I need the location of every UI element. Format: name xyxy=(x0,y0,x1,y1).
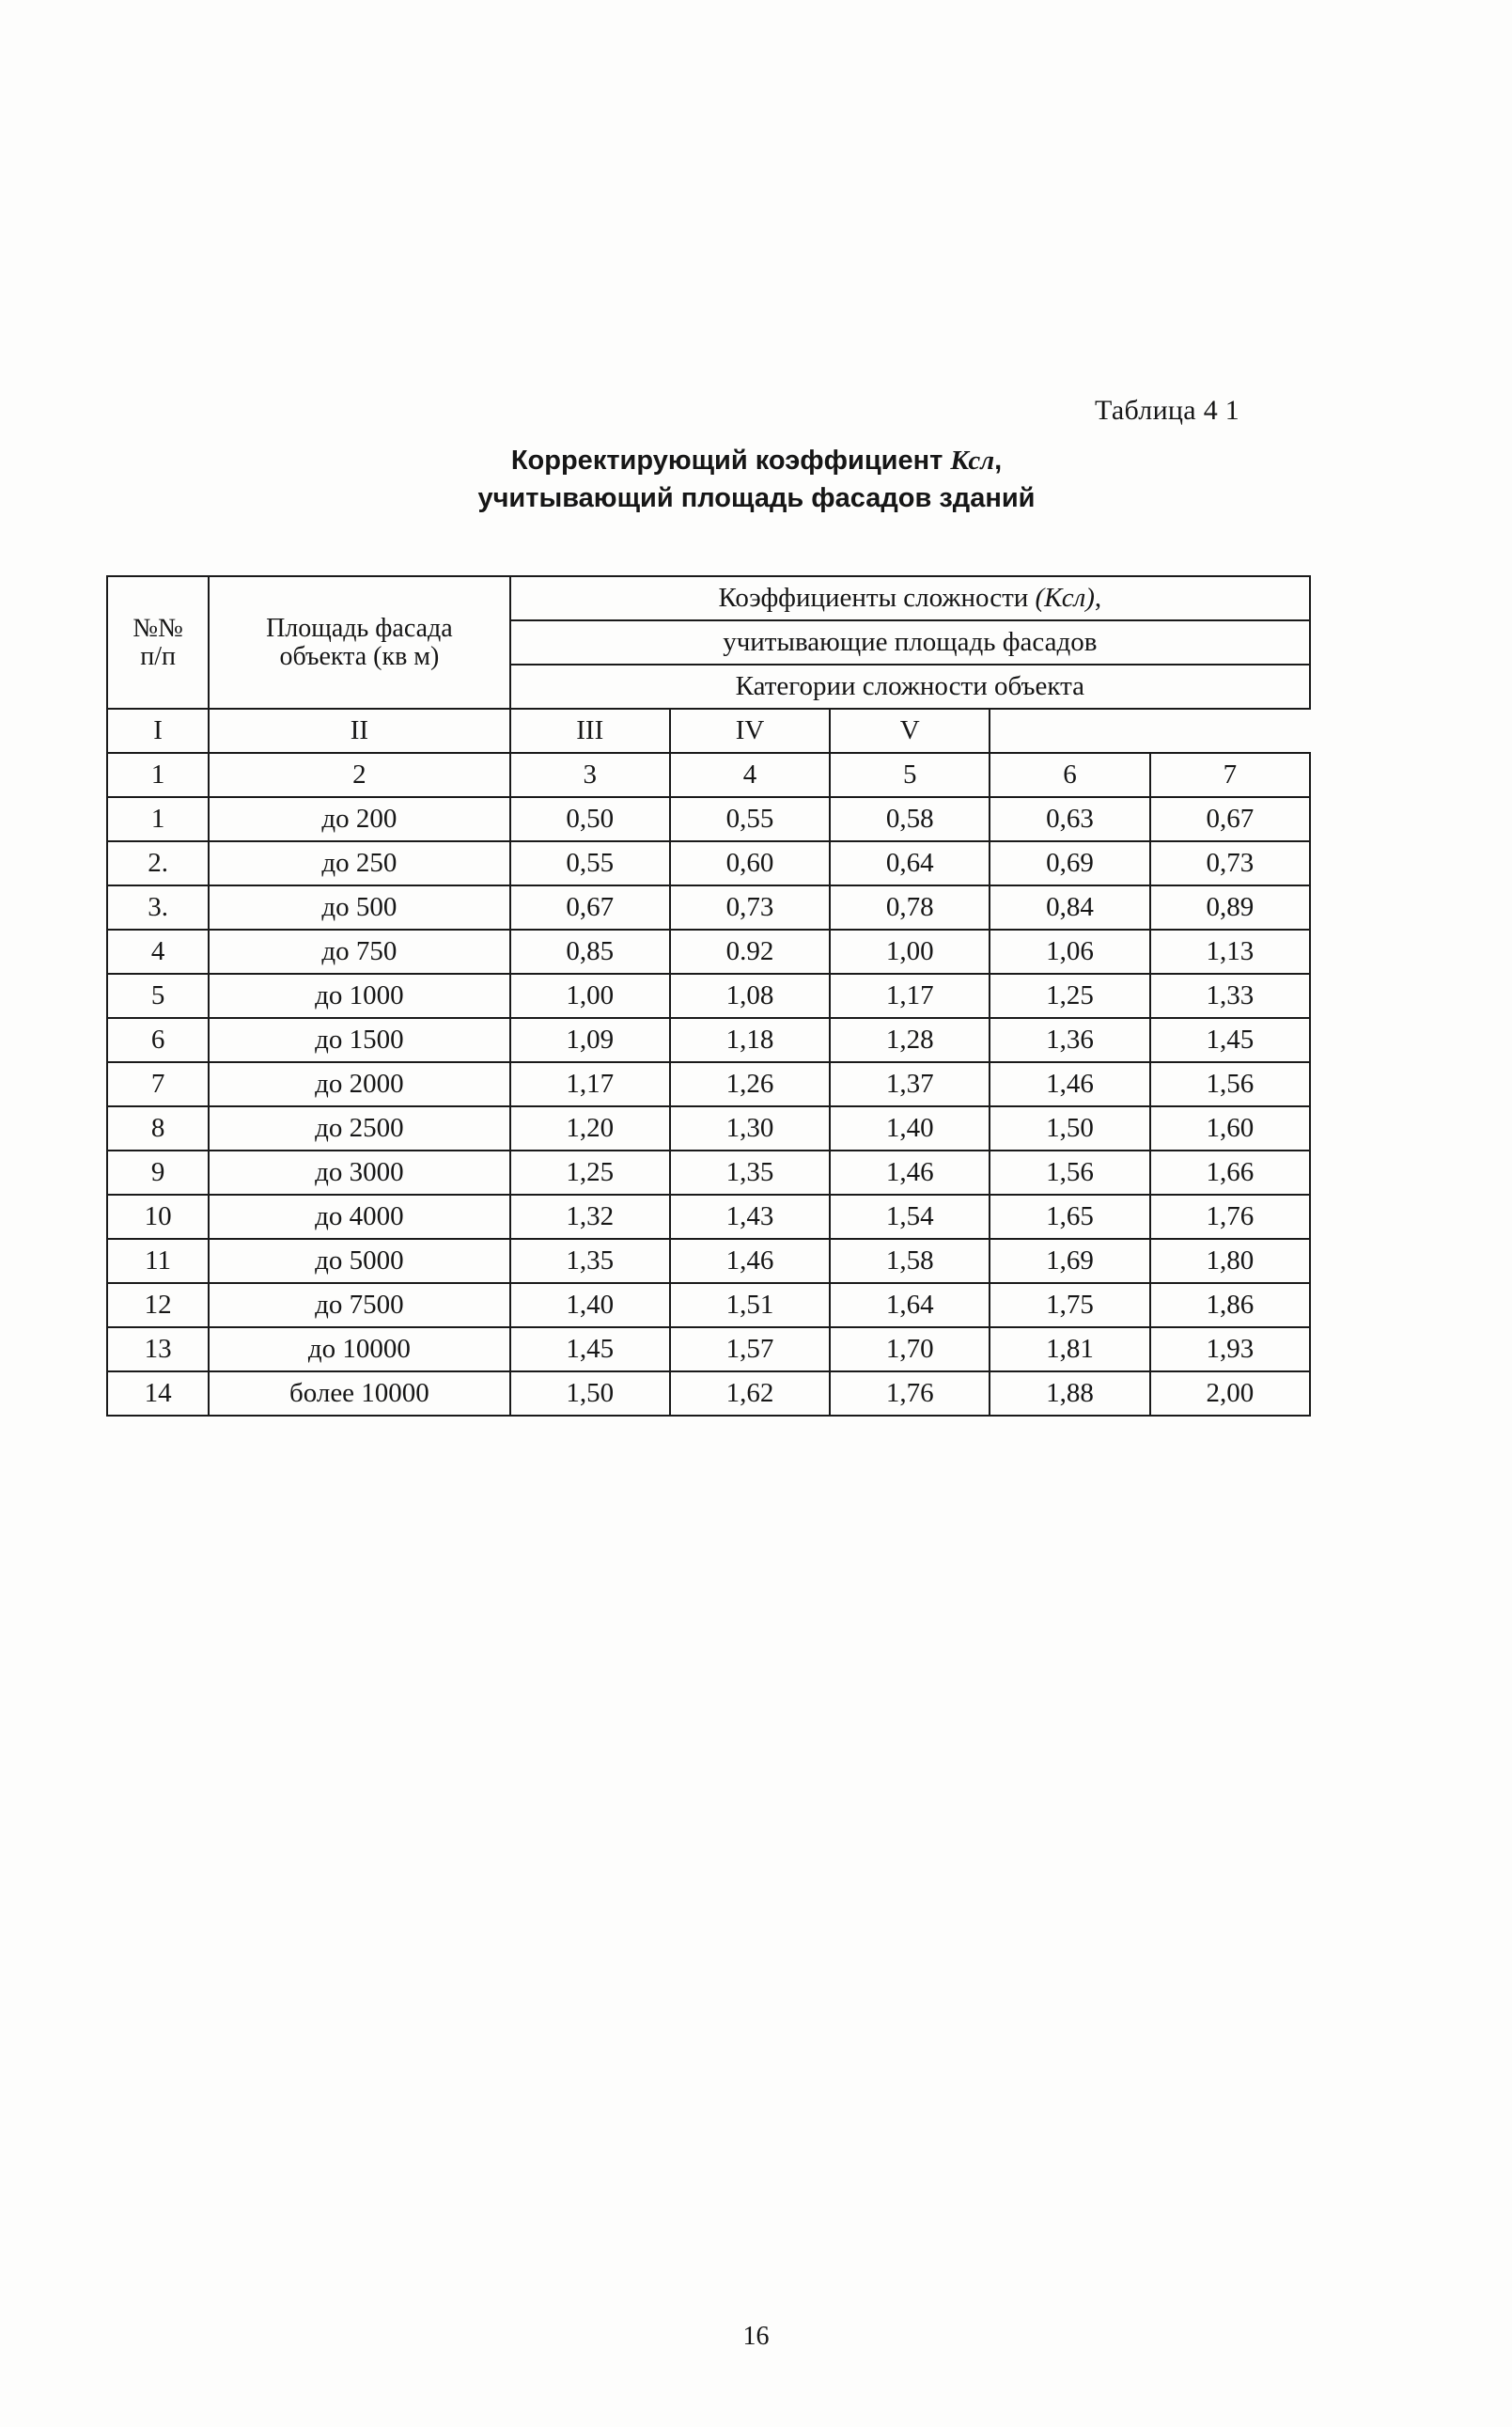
row-value-category-2: 1,62 xyxy=(670,1371,830,1416)
table-row xyxy=(107,1327,1310,1371)
table-row xyxy=(107,797,1310,841)
row-value-category-4: 1,50 xyxy=(990,1106,1149,1151)
row-value-category-3: 1,00 xyxy=(830,930,990,974)
row-value-category-3: 1,70 xyxy=(830,1327,990,1371)
row-value-category-2: 1,35 xyxy=(670,1151,830,1195)
row-value-category-1: 1,09 xyxy=(510,1018,670,1062)
table-header-row-1 xyxy=(107,576,1310,620)
row-number: 1 xyxy=(107,797,209,841)
row-value-category-5: 1,93 xyxy=(1150,1327,1310,1371)
row-value-category-4: 0,84 xyxy=(990,885,1149,930)
column-index-5: 5 xyxy=(830,753,990,797)
row-area: до 3000 xyxy=(209,1151,509,1195)
table-row xyxy=(107,885,1310,930)
row-value-category-2: 1,30 xyxy=(670,1106,830,1151)
row-value-category-3: 1,37 xyxy=(830,1062,990,1106)
table-title-comma: , xyxy=(994,446,1003,476)
row-value-category-4: 1,06 xyxy=(990,930,1149,974)
row-value-category-4: 1,88 xyxy=(990,1371,1149,1416)
row-value-category-4: 1,65 xyxy=(990,1195,1149,1239)
coefficient-table xyxy=(106,575,1311,1417)
row-area: до 10000 xyxy=(209,1327,509,1371)
row-value-category-4: 1,46 xyxy=(990,1062,1149,1106)
row-number: 7 xyxy=(107,1062,209,1106)
row-area: до 2000 xyxy=(209,1062,509,1106)
table-row xyxy=(107,930,1310,974)
row-value-category-5: 1,76 xyxy=(1150,1195,1310,1239)
row-value-category-4: 1,36 xyxy=(990,1018,1149,1062)
header-roman-5: V xyxy=(830,709,990,753)
row-number: 11 xyxy=(107,1239,209,1283)
row-value-category-1: 1,45 xyxy=(510,1327,670,1371)
row-value-category-2: 0.92 xyxy=(670,930,830,974)
table-number-label: Таблица 4 1 xyxy=(1095,395,1240,426)
row-value-category-4: 0,69 xyxy=(990,841,1149,885)
row-value-category-2: 1,18 xyxy=(670,1018,830,1062)
row-value-category-3: 1,64 xyxy=(830,1283,990,1327)
table-title-prefix: Корректирующий коэффициент xyxy=(510,446,943,476)
row-value-category-2: 1,51 xyxy=(670,1283,830,1327)
row-value-category-1: 1,25 xyxy=(510,1151,670,1195)
table-row xyxy=(107,1371,1310,1416)
table-title-symbol: Ксл xyxy=(950,446,995,476)
row-value-category-4: 1,25 xyxy=(990,974,1149,1018)
column-index-3: 3 xyxy=(510,753,670,797)
row-area: до 1000 xyxy=(209,974,509,1018)
column-index-4: 4 xyxy=(670,753,830,797)
row-value-category-5: 1,86 xyxy=(1150,1283,1310,1327)
row-value-category-1: 0,55 xyxy=(510,841,670,885)
row-area: до 4000 xyxy=(209,1195,509,1239)
table-row xyxy=(107,1062,1310,1106)
row-number: 2. xyxy=(107,841,209,885)
header-coefficients-symbol: (Ксл) xyxy=(1035,583,1095,614)
row-value-category-1: 0,50 xyxy=(510,797,670,841)
row-value-category-2: 1,57 xyxy=(670,1327,830,1371)
row-value-category-2: 1,46 xyxy=(670,1239,830,1283)
column-index-1: 1 xyxy=(107,753,209,797)
row-value-category-3: 0,58 xyxy=(830,797,990,841)
column-index-2: 2 xyxy=(209,753,509,797)
row-area: до 750 xyxy=(209,930,509,974)
header-roman-1: I xyxy=(107,709,209,753)
row-value-category-5: 1,66 xyxy=(1150,1151,1310,1195)
table-body xyxy=(107,797,1310,1416)
row-value-category-2: 0,55 xyxy=(670,797,830,841)
table-row xyxy=(107,1018,1310,1062)
row-number: 8 xyxy=(107,1106,209,1151)
row-value-category-1: 1,17 xyxy=(510,1062,670,1106)
row-value-category-5: 1,60 xyxy=(1150,1106,1310,1151)
row-value-category-2: 1,08 xyxy=(670,974,830,1018)
row-value-category-5: 1,56 xyxy=(1150,1062,1310,1106)
row-number: 4 xyxy=(107,930,209,974)
row-area: до 500 xyxy=(209,885,509,930)
table-column-index-row xyxy=(107,753,1310,797)
coefficient-table-wrapper xyxy=(106,575,1311,1417)
header-coefficients-comma: , xyxy=(1094,583,1102,614)
row-value-category-2: 1,43 xyxy=(670,1195,830,1239)
table-row xyxy=(107,1283,1310,1327)
row-value-category-1: 1,32 xyxy=(510,1195,670,1239)
row-value-category-4: 1,69 xyxy=(990,1239,1149,1283)
header-cell-categories: Категории сложности объекта xyxy=(510,665,1310,709)
row-value-category-1: 1,35 xyxy=(510,1239,670,1283)
row-area: до 5000 xyxy=(209,1239,509,1283)
row-value-category-4: 0,63 xyxy=(990,797,1149,841)
header-roman-4: IV xyxy=(670,709,830,753)
row-area: до 7500 xyxy=(209,1283,509,1327)
table-header-row-roman xyxy=(107,709,1310,753)
row-value-category-2: 0,60 xyxy=(670,841,830,885)
row-value-category-1: 1,00 xyxy=(510,974,670,1018)
row-value-category-3: 0,78 xyxy=(830,885,990,930)
row-area: до 200 xyxy=(209,797,509,841)
table-row xyxy=(107,1106,1310,1151)
header-number-line-1: №№ xyxy=(132,614,183,644)
row-number: 12 xyxy=(107,1283,209,1327)
table-row xyxy=(107,974,1310,1018)
header-coefficients-prefix: Коэффициенты сложности xyxy=(718,583,1029,614)
row-area: до 1500 xyxy=(209,1018,509,1062)
header-area-line-2: объекта (кв м) xyxy=(279,641,440,671)
row-value-category-1: 0,85 xyxy=(510,930,670,974)
row-number: 13 xyxy=(107,1327,209,1371)
row-number: 10 xyxy=(107,1195,209,1239)
row-value-category-3: 1,46 xyxy=(830,1151,990,1195)
row-number: 6 xyxy=(107,1018,209,1062)
row-value-category-1: 0,67 xyxy=(510,885,670,930)
row-area: более 10000 xyxy=(209,1371,509,1416)
header-roman-2: II xyxy=(209,709,509,753)
row-value-category-4: 1,56 xyxy=(990,1151,1149,1195)
row-value-category-1: 1,40 xyxy=(510,1283,670,1327)
table-row xyxy=(107,1195,1310,1239)
page-folio: 16 xyxy=(742,2322,770,2351)
row-value-category-5: 1,80 xyxy=(1150,1239,1310,1283)
row-value-category-2: 1,26 xyxy=(670,1062,830,1106)
table-row xyxy=(107,841,1310,885)
row-value-category-1: 1,20 xyxy=(510,1106,670,1151)
header-cell-area xyxy=(209,576,509,709)
row-value-category-4: 1,75 xyxy=(990,1283,1149,1327)
row-value-category-5: 1,33 xyxy=(1150,974,1310,1018)
row-value-category-4: 1,81 xyxy=(990,1327,1149,1371)
row-value-category-5: 2,00 xyxy=(1150,1371,1310,1416)
row-area: до 250 xyxy=(209,841,509,885)
row-number: 9 xyxy=(107,1151,209,1195)
row-value-category-3: 1,58 xyxy=(830,1239,990,1283)
header-number-line-2: п/п xyxy=(140,641,176,671)
row-number: 5 xyxy=(107,974,209,1018)
row-value-category-2: 0,73 xyxy=(670,885,830,930)
row-value-category-5: 1,45 xyxy=(1150,1018,1310,1062)
row-value-category-3: 0,64 xyxy=(830,841,990,885)
column-index-6: 6 xyxy=(990,753,1149,797)
header-cell-number xyxy=(107,576,209,709)
row-area: до 2500 xyxy=(209,1106,509,1151)
header-area-line-1: Площадь фасада xyxy=(266,614,453,644)
row-value-category-5: 0,73 xyxy=(1150,841,1310,885)
row-value-category-5: 0,67 xyxy=(1150,797,1310,841)
table-row xyxy=(107,1239,1310,1283)
row-value-category-5: 1,13 xyxy=(1150,930,1310,974)
column-index-7: 7 xyxy=(1150,753,1310,797)
header-roman-3: III xyxy=(510,709,670,753)
row-value-category-3: 1,17 xyxy=(830,974,990,1018)
table-title xyxy=(366,442,1146,517)
row-number: 3. xyxy=(107,885,209,930)
row-value-category-3: 1,76 xyxy=(830,1371,990,1416)
table-title-line-2: учитывающий площадь фасадов зданий xyxy=(477,483,1036,514)
row-value-category-3: 1,28 xyxy=(830,1018,990,1062)
header-cell-coefficients xyxy=(510,576,1310,620)
row-number: 14 xyxy=(107,1371,209,1416)
header-cell-facade-areas: учитывающие площадь фасадов xyxy=(510,620,1310,665)
table-row xyxy=(107,1151,1310,1195)
row-value-category-3: 1,40 xyxy=(830,1106,990,1151)
table-title-line-1 xyxy=(366,442,1146,479)
row-value-category-3: 1,54 xyxy=(830,1195,990,1239)
row-value-category-1: 1,50 xyxy=(510,1371,670,1416)
row-value-category-5: 0,89 xyxy=(1150,885,1310,930)
